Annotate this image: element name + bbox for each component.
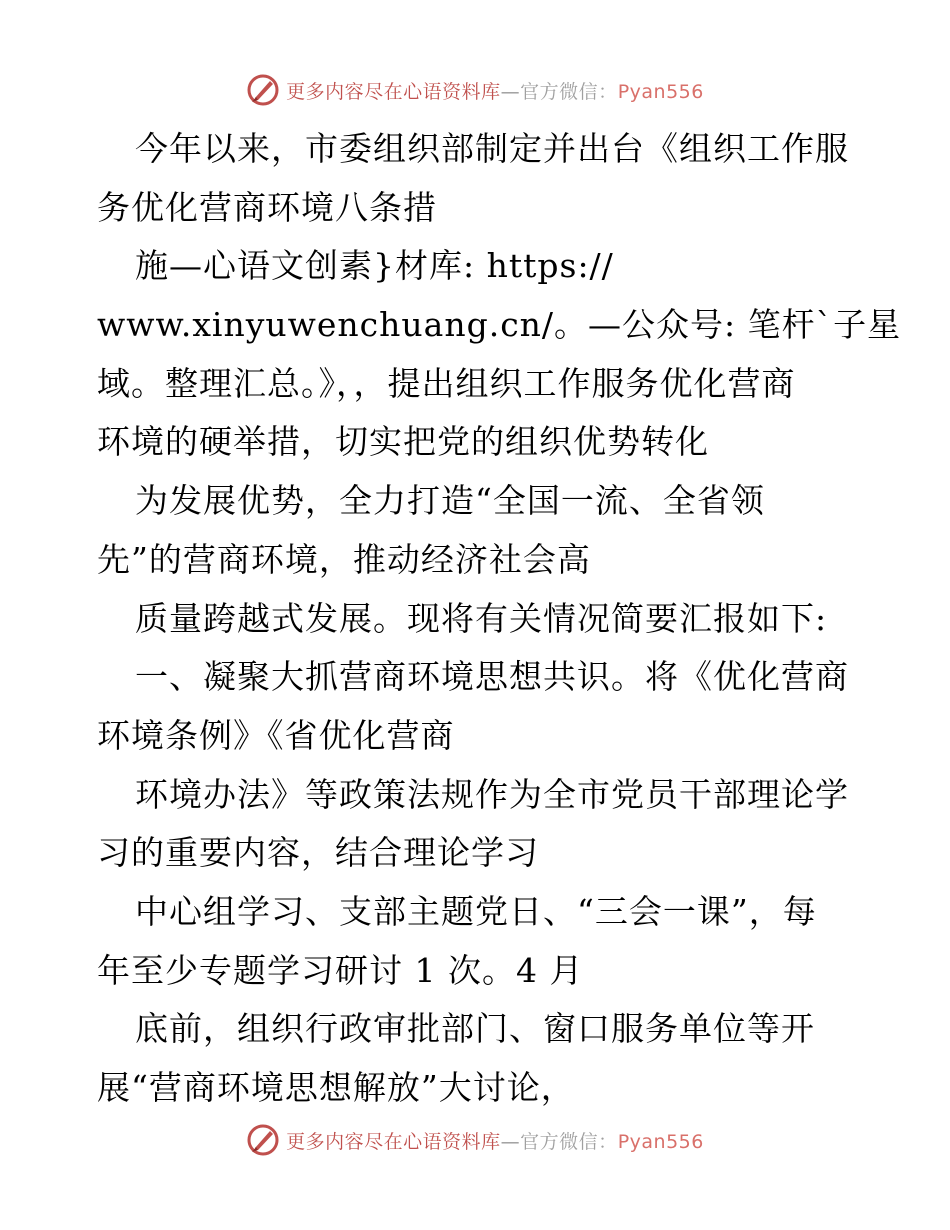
body-text-line: 质量跨越式发展。现将有关情况简要汇报如下: (135, 598, 828, 638)
banner-wechat-label: 官方微信： (520, 80, 618, 103)
body-text-line: 务优化营商环境八条措 (97, 187, 437, 227)
header-watermark-banner (0, 70, 950, 110)
body-text-line: 环境办法》等政策法规作为全市党员干部理论学 (135, 774, 849, 814)
body-text-line: 域。整理汇总。》，，提出组织工作服务优化营商 (97, 363, 796, 403)
body-text-line: 年至少专题学习研讨 1 次。4 月 (97, 950, 584, 990)
body-text-line: 底前，组织行政审批部门、窗口服务单位等开 (135, 1009, 815, 1049)
body-text-line: 今年以来，市委组织部制定并出台《组织工作服 (135, 129, 849, 168)
body-text-line: 环境的硬举措，切实把党的组织优势转化 (97, 422, 709, 462)
body-text-line: 习的重要内容，结合理论学习 (97, 833, 539, 873)
body-text-line: 中心组学习、支部主题党日、“三会一课”，每 (135, 891, 817, 931)
quill-pen-logo-icon (246, 1123, 280, 1157)
footer-watermark-banner (0, 1120, 950, 1160)
quill-pen-logo-icon (246, 73, 280, 107)
document-body (97, 120, 902, 1118)
body-text-line: 为发展优势，全力打造“全国一流、全省领 (135, 481, 765, 521)
body-text-line: 先”的营商环境，推动经济社会高 (97, 539, 591, 579)
banner-main-text: 更多内容尽在心语资料库 (286, 80, 501, 103)
banner-wechat-id: Pyan556 (617, 80, 704, 103)
body-text-line: 施—心语文创素}材库: https:// (135, 246, 614, 286)
body-text-line: www.xinyuwenchuang.cn/。—公众号: 笔杆`子星 (97, 305, 902, 345)
banner-main-text: 更多内容尽在心语资料库 (286, 1130, 501, 1153)
banner-wechat-label: 官方微信： (520, 1130, 618, 1153)
body-text-line: 环境条例》《省优化营商 (97, 715, 455, 755)
body-text-line: 展“营商环境思想解放”大讨论， (97, 1068, 575, 1107)
body-text-line: 一、凝聚大抓营商环境思想共识。将《优化营商 (135, 657, 849, 697)
banner-wechat-id: Pyan556 (617, 1130, 704, 1153)
banner-separator: — (500, 80, 521, 103)
banner-separator: — (500, 1130, 521, 1153)
